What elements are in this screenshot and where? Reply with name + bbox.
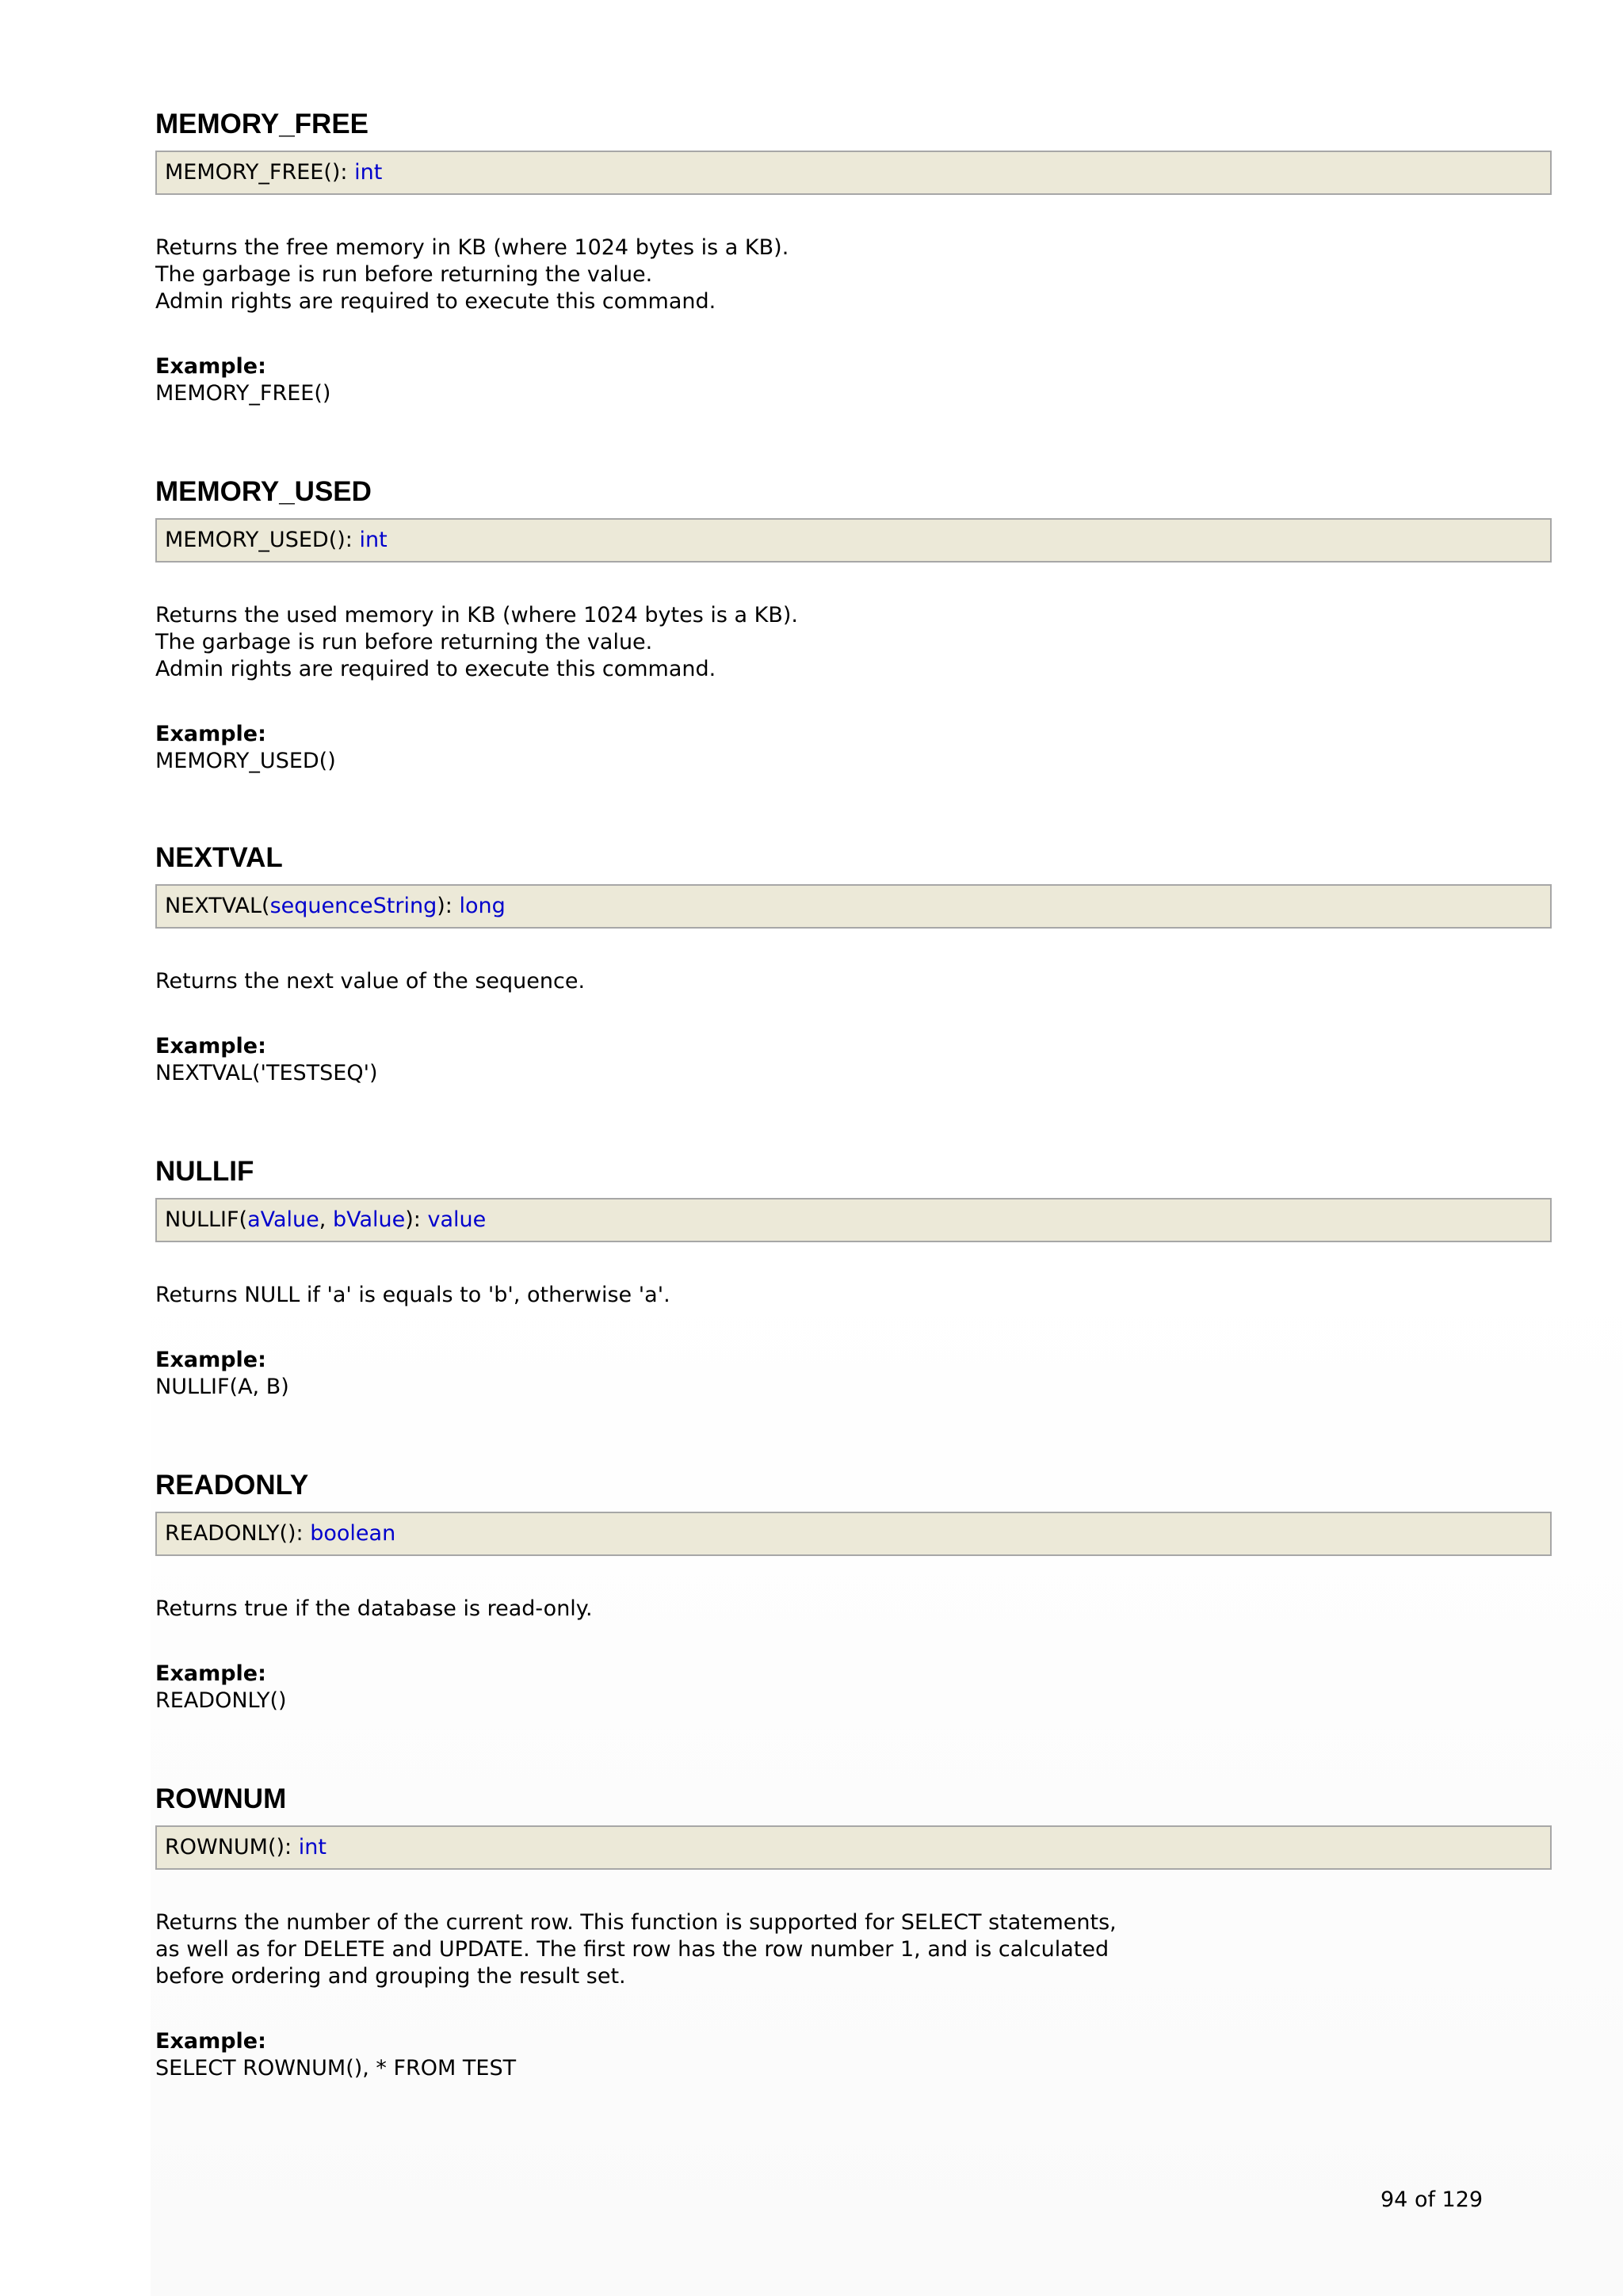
description-line: Returns the free memory in KB (where 1024 bytes is a KB).	[155, 235, 789, 260]
signature-return-type: value	[427, 1207, 487, 1232]
document-content	[155, 108, 1552, 2147]
example-code: NULLIF(A, B)	[155, 1375, 289, 1399]
signature-name: MEMORY_USED	[165, 528, 329, 552]
section-memory-used	[155, 475, 1552, 841]
signature-param: bValue	[332, 1207, 406, 1232]
signature-name: READONLY	[165, 1521, 280, 1546]
description-line: Returns the next value of the sequence.	[155, 969, 586, 994]
signature-separator: ,	[319, 1207, 333, 1232]
example-label: Example:	[155, 1034, 266, 1058]
example-label: Example:	[155, 1661, 266, 1686]
function-description	[155, 1596, 1552, 1623]
example-code: MEMORY_FREE()	[155, 381, 331, 406]
signature-box	[155, 1825, 1552, 1870]
function-description	[155, 968, 1552, 995]
description-line: as well as for DELETE and UPDATE. The first row has the row number 1, and is calculated	[155, 1937, 1109, 1962]
signature-return-type: int	[359, 528, 388, 552]
description-line: Returns NULL if 'a' is equals to 'b', otherwise 'a'.	[155, 1283, 670, 1307]
signature-name: MEMORY_FREE	[165, 160, 324, 185]
example-code: MEMORY_USED()	[155, 749, 336, 773]
signature-name: NULLIF(	[165, 1207, 248, 1232]
signature-param: aValue	[247, 1207, 319, 1232]
description-line: The garbage is run before returning the value.	[155, 630, 653, 654]
description-line: The garbage is run before returning the value.	[155, 262, 653, 287]
description-line: Admin rights are required to execute this command.	[155, 657, 716, 681]
section-nextval	[155, 841, 1552, 1155]
signature-return-type: int	[354, 160, 383, 185]
description-line: Admin rights are required to execute this command.	[155, 289, 716, 314]
function-title: ROWNUM	[155, 1783, 287, 1814]
signature-return-type: int	[298, 1835, 327, 1859]
signature-box	[155, 884, 1552, 929]
signature-return-type: long	[459, 894, 506, 918]
example-label: Example:	[155, 1348, 266, 1372]
signature-close: ):	[437, 894, 453, 918]
example-code: READONLY()	[155, 1688, 287, 1713]
signature-parens: ():	[279, 1521, 304, 1546]
function-title: READONLY	[155, 1470, 309, 1501]
description-line: Returns true if the database is read-only.	[155, 1596, 593, 1621]
function-description	[155, 1909, 1552, 1990]
function-description	[155, 235, 1552, 315]
signature-param: sequenceString	[269, 894, 437, 918]
function-title: MEMORY_FREE	[155, 109, 369, 139]
example-code: SELECT ROWNUM(), * FROM TEST	[155, 2056, 517, 2081]
section-memory-free	[155, 108, 1552, 475]
example-label: Example:	[155, 2029, 266, 2054]
signature-box	[155, 1198, 1552, 1242]
description-line: Returns the used memory in KB (where 1024 bytes is a KB).	[155, 603, 798, 627]
example-code: NEXTVAL('TESTSEQ')	[155, 1061, 378, 1085]
description-line: Returns the number of the current row. This function is supported for SELECT statements,	[155, 1910, 1117, 1935]
description-line: before ordering and grouping the result set.	[155, 1964, 626, 1989]
signature-parens: ():	[323, 160, 348, 185]
example-label: Example:	[155, 354, 266, 379]
signature-return-type: boolean	[310, 1521, 396, 1546]
signature-name: NEXTVAL(	[165, 894, 270, 918]
signature-parens: ():	[267, 1835, 292, 1859]
page-number: 94 of 129	[1381, 2187, 1484, 2212]
signature-parens: ():	[328, 528, 353, 552]
function-description	[155, 602, 1552, 683]
function-title: NEXTVAL	[155, 842, 283, 873]
section-rownum	[155, 1783, 1552, 2147]
signature-box	[155, 1512, 1552, 1556]
signature-box	[155, 518, 1552, 563]
function-title: NULLIF	[155, 1156, 254, 1187]
signature-name: ROWNUM	[165, 1835, 268, 1859]
example-label: Example:	[155, 722, 266, 746]
section-nullif	[155, 1155, 1552, 1469]
function-description	[155, 1282, 1552, 1309]
section-readonly	[155, 1469, 1552, 1783]
signature-close: ):	[405, 1207, 421, 1232]
signature-box	[155, 151, 1552, 195]
function-title: MEMORY_USED	[155, 476, 372, 507]
